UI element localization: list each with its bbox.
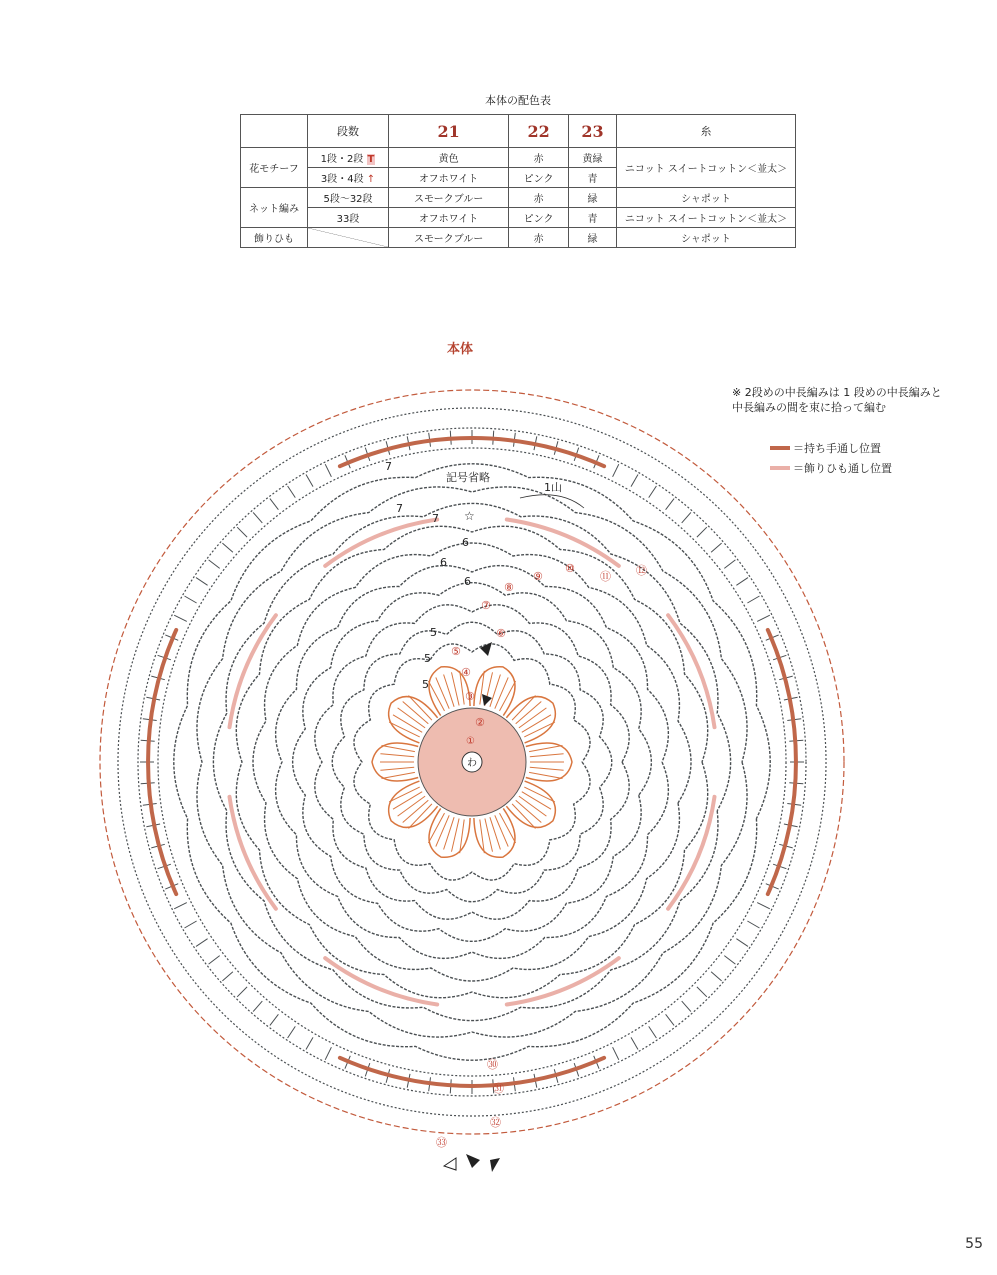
stitch-tick [325,464,331,477]
round-label: 5 [422,678,429,691]
group-label: 花モチーフ [241,148,308,188]
round-label: 6 [464,575,471,588]
stitch-tick [757,615,770,621]
stitch-tick [174,903,187,909]
stitch-tick [747,921,759,928]
petal-stitch [393,715,422,733]
petal-stitch [495,677,508,708]
stitch-tick [209,560,220,569]
cell-22: ピンク [509,168,569,188]
stitch-tick [253,512,262,523]
round-num-12: ⑫ [636,564,647,577]
stitch-tick [174,615,187,621]
end-marker-icon [444,1158,456,1170]
stitch-tick [724,560,735,569]
round-num-30: ㉚ [487,1058,498,1071]
stitch-tick [185,921,197,928]
section-title: 本体 [446,342,473,357]
stitch-tick [682,512,691,523]
center-label: わ [467,758,477,769]
yarn-cell: ニコット スイートコットン＜並太＞ [617,208,796,228]
cell-23: 青 [568,168,616,188]
stitch-tick [270,499,279,510]
stitch-tick [631,1037,638,1049]
petal-stitch [452,819,460,852]
stitch-tick [196,939,208,947]
cell-22: 赤 [509,148,569,168]
round-label: 6 [440,556,447,569]
petal-stitch [382,746,415,752]
round-num-9: ⑨ [533,570,543,583]
stitch-tick [237,527,247,537]
petal-stitch [389,722,420,737]
round-num-32: ㉜ [490,1116,501,1129]
round-num-1: ① [466,736,475,747]
stitch-tick [253,1001,262,1012]
stitch-tick [711,972,722,981]
cord-arc [668,797,714,909]
round-num-2: ② [475,716,485,729]
end-marker-icon [490,1158,500,1172]
petal-stitch [529,746,562,752]
stitch-tick [736,939,748,947]
cord-arc [230,797,276,909]
round-num-11: ⑪ [600,570,611,583]
cell-22: ピンク [509,208,569,228]
cord-arc [668,615,714,727]
rows-cell: 3段・4段 ↑ [308,168,389,188]
round-num-31: ㉛ [493,1082,504,1095]
petal-stitch [485,819,493,852]
petal-stitch [380,754,414,757]
round-num-3: ③ [465,690,475,703]
table-caption: 本体の配色表 [485,94,551,107]
stitch-tick [697,527,707,537]
petal-stitch [436,815,449,846]
petal-stitch [522,715,551,733]
petal-stitch [530,754,564,757]
stitch-tick [613,1047,619,1060]
cell-21: オフホワイト [389,168,509,188]
round-num-8: ⑧ [504,581,514,594]
mountain-bracket [520,495,584,508]
stitch-tick [649,1026,657,1038]
stitch-tick [631,475,638,487]
stitch-tick [209,956,220,965]
cell-21: スモークブルー [389,188,509,208]
petal-stitch [490,817,501,849]
stitch-tick [613,464,619,477]
yarn-cell: シャポット [617,188,796,208]
header-rows: 段数 [308,115,389,148]
round-label: 5 [424,652,431,665]
note-text: ※ 2段めの中長編みは 1 段めの中長編みと中長編みの間を束に拾って編む [732,386,942,414]
petal-stitch [524,787,555,802]
petal-stitch [382,772,415,778]
petal-stitch [522,792,551,810]
cell-23: 青 [568,208,616,228]
petal-stitch [393,792,422,810]
legend-label: ＝飾りひも通し位置 [793,462,892,475]
end-marker-icon [466,1154,480,1168]
round-label: 7 [385,460,392,473]
petal-stitch [529,772,562,778]
stitch-tick [724,956,735,965]
stitch-tick [666,499,675,510]
stitch-tick [711,543,722,552]
round-num-33: ㉝ [436,1136,447,1149]
petal-stitch [380,767,414,770]
petal-stitch [452,672,460,705]
petal-stitch [444,675,455,707]
cell-21: オフホワイト [389,208,509,228]
petal-stitch [436,677,449,708]
stitch-tick [682,1001,691,1012]
stitch-tick [325,1047,331,1060]
stitch-tick [306,475,313,487]
stitch-tick [747,596,759,603]
header-yarn: 糸 [617,115,796,148]
star-mark: ☆ [464,509,475,523]
group-label: 飾りひも [241,228,308,248]
round-label: 5 [430,626,437,639]
round-num-5: ⑤ [451,645,461,658]
round-label: 6 [462,536,469,549]
yarn-cell: シャポット [617,228,796,248]
cell-23: 緑 [568,188,616,208]
abbrev-label: 記号省略 [446,471,490,484]
petal-stitch [389,787,420,802]
stitch-tick [196,578,208,586]
stitch-tick [270,1014,279,1025]
petal-stitch [444,817,455,849]
stitch-tick [185,596,197,603]
round-label: 7 [432,512,439,525]
stitch-tick [697,987,707,997]
cell-23: 緑 [568,228,616,248]
page-number: 55 [965,1236,983,1252]
rows-cell: 5段〜32段 [308,188,389,208]
round-num-4: ④ [461,666,471,679]
petal-stitch [490,675,501,707]
cord-arc [325,520,437,566]
round-label: 7 [396,502,403,515]
round-num-10: ⑩ [565,562,575,575]
rows-cell: 1段・2段 T [308,148,389,168]
cell-22: 赤 [509,228,569,248]
legend-label: ＝持ち手通し位置 [793,442,881,455]
stitch-tick [736,578,748,586]
cord-arc [325,958,437,1004]
cell-21: スモークブルー [389,228,509,248]
cell-22: 赤 [509,188,569,208]
round-num-6: ⑥ [496,627,506,640]
stitch-tick [306,1037,313,1049]
cell-21: 黄色 [389,148,509,168]
cord-arc [230,615,276,727]
stitch-tick [222,972,233,981]
header-23: 23 [568,115,616,148]
stitch-tick [649,486,657,498]
yarn-cell: ニコット スイートコットン＜並太＞ [617,148,796,188]
rows-cell: 33段 [308,208,389,228]
cell-23: 黄緑 [568,148,616,168]
cord-arc [507,520,619,566]
cord-arc [507,958,619,1004]
stitch-tick [222,543,233,552]
group-label: ネット編み [241,188,308,228]
petal-stitch [530,767,564,770]
stitch-tick [288,1026,296,1038]
petal-stitch [495,815,508,846]
stitch-tick [757,903,770,909]
round-num-7: ⑦ [481,599,491,612]
header-21: 21 [389,115,509,148]
mountain-label: 1山 [544,481,562,494]
dc-symbol: ↑ [366,174,376,185]
header-22: 22 [509,115,569,148]
stitch-tick [237,987,247,997]
stitch-tick [666,1014,675,1025]
petal-stitch [524,722,555,737]
hdc-symbol: T [367,154,375,165]
stitch-tick [288,486,296,498]
